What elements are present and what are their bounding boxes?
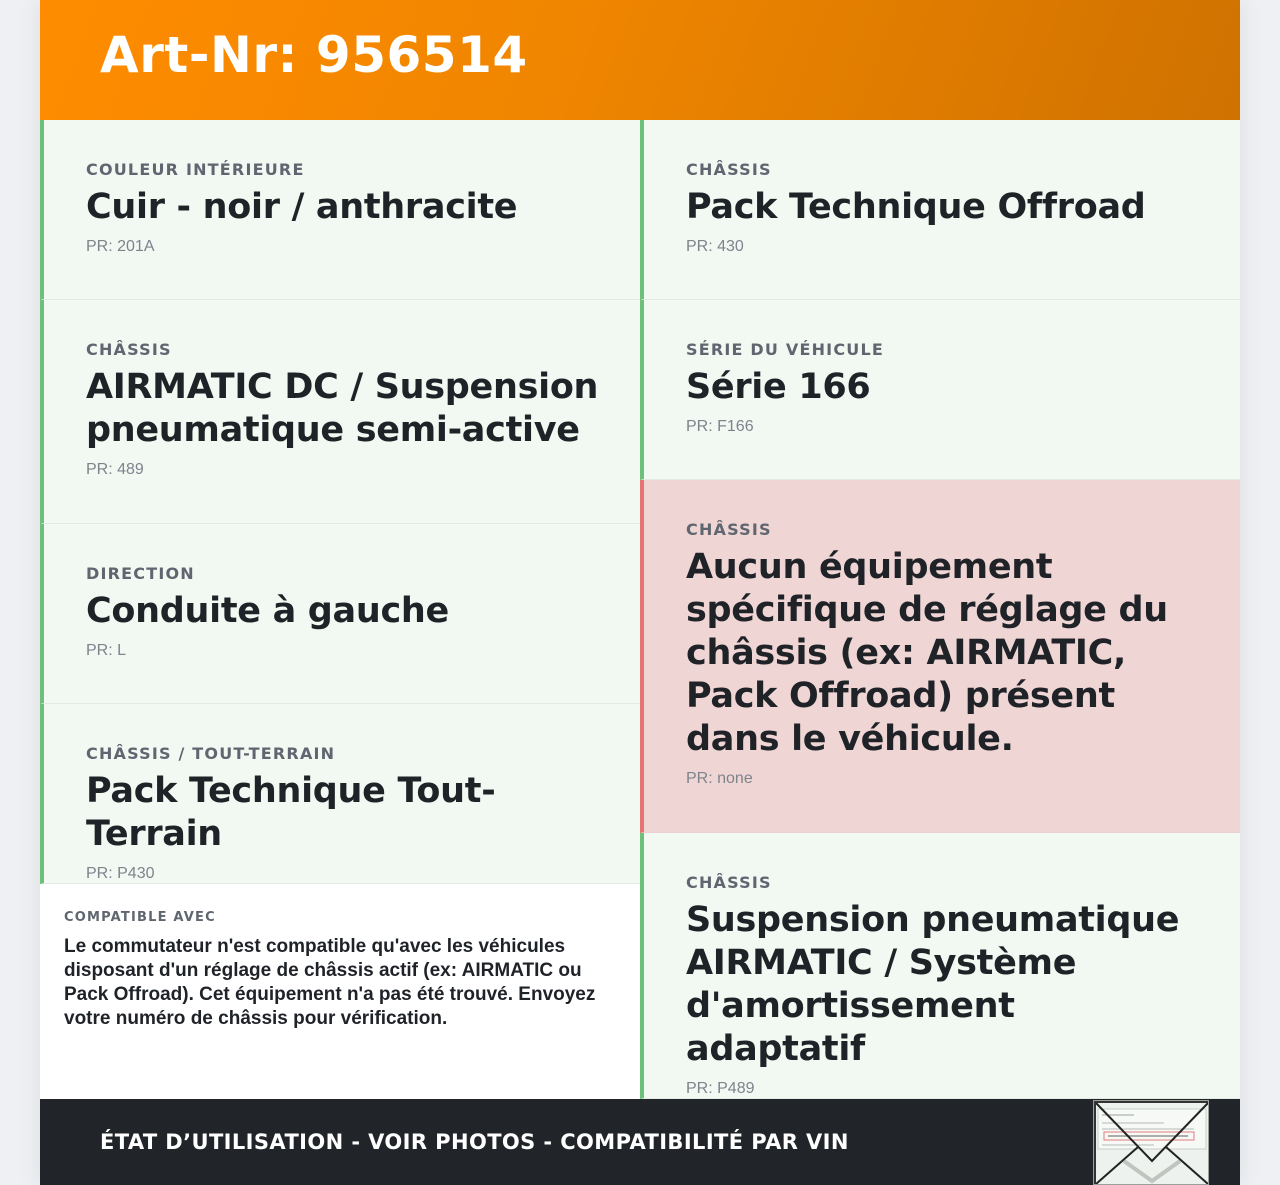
spec-pr-code: PR: P430 [86, 865, 155, 882]
vehicle-document-thumbnail[interactable] [1093, 1100, 1209, 1185]
spec-pr-code: PR: 489 [86, 461, 144, 478]
compat-text: Le commutateur n'est compatible qu'avec les véhicules disposant d'un réglage de châssis actif (ex: AIRMATIC ou Pack Offroad). Cet équipement n'a pas été trouvé. Envoyez votre numéro de châssis pour vérification. [64, 936, 596, 1029]
footer-bar [40, 1099, 1240, 1185]
compat-label: COMPATIBLE AVEC [64, 910, 216, 925]
spec-pr-code: PR: P489 [686, 1080, 755, 1097]
spec-card-adaptive-damping [640, 833, 1240, 1099]
spec-value: Suspension pneumatique AIRMATIC / Système d'amortissement adaptatif [686, 900, 1180, 1069]
spec-pr-code: PR: 430 [686, 238, 744, 255]
spec-card-interior-color [40, 120, 640, 300]
spec-pr-code: PR: 201A [86, 238, 155, 255]
article-number-title: Art-Nr: 956514 [100, 26, 528, 84]
spec-card-offroad-pack [40, 704, 640, 884]
spec-pr-code: PR: F166 [686, 418, 754, 435]
spec-category: CHÂSSIS / TOUT-TERRAIN [86, 744, 336, 763]
spec-value: Cuir - noir / anthracite [86, 187, 518, 227]
spec-category: DIRECTION [86, 564, 195, 583]
footer-text: ÉTAT D’UTILISATION - VOIR PHOTOS - COMPATIBILITÉ PAR VIN [100, 1130, 849, 1154]
spec-category: CHÂSSIS [686, 520, 772, 539]
spec-category: COULEUR INTÉRIEURE [86, 160, 305, 179]
compatibility-note [40, 884, 640, 1099]
product-card [40, 0, 1240, 1185]
spec-value: Aucun équipement spécifique de réglage du châssis (ex: AIRMATIC, Pack Offroad) présent dans le véhicule. [686, 547, 1168, 759]
spec-value: Pack Technique Offroad [686, 187, 1146, 227]
spec-card-offroad-tech [640, 120, 1240, 300]
spec-value: Série 166 [686, 367, 871, 407]
spec-card-vehicle-series [640, 300, 1240, 480]
spec-category: SÉRIE DU VÉHICULE [686, 340, 884, 359]
spec-value: Pack Technique Tout-Terrain [86, 771, 496, 854]
spec-pr-code: PR: none [686, 770, 753, 787]
left-spec-column [40, 120, 640, 1099]
spec-category: CHÂSSIS [686, 873, 772, 892]
spec-card-missing-equipment [640, 480, 1240, 833]
spec-card-steering [40, 524, 640, 704]
spec-value: AIRMATIC DC / Suspension pneumatique semi-active [86, 367, 599, 450]
spec-pr-code: PR: L [86, 642, 127, 659]
spec-category: CHÂSSIS [86, 340, 172, 359]
header-banner [40, 0, 1240, 120]
envelope-icon [1094, 1101, 1209, 1185]
spec-card-airmatic [40, 300, 640, 524]
spec-category: CHÂSSIS [686, 160, 772, 179]
spec-value: Conduite à gauche [86, 591, 449, 631]
right-spec-column [640, 120, 1240, 1099]
